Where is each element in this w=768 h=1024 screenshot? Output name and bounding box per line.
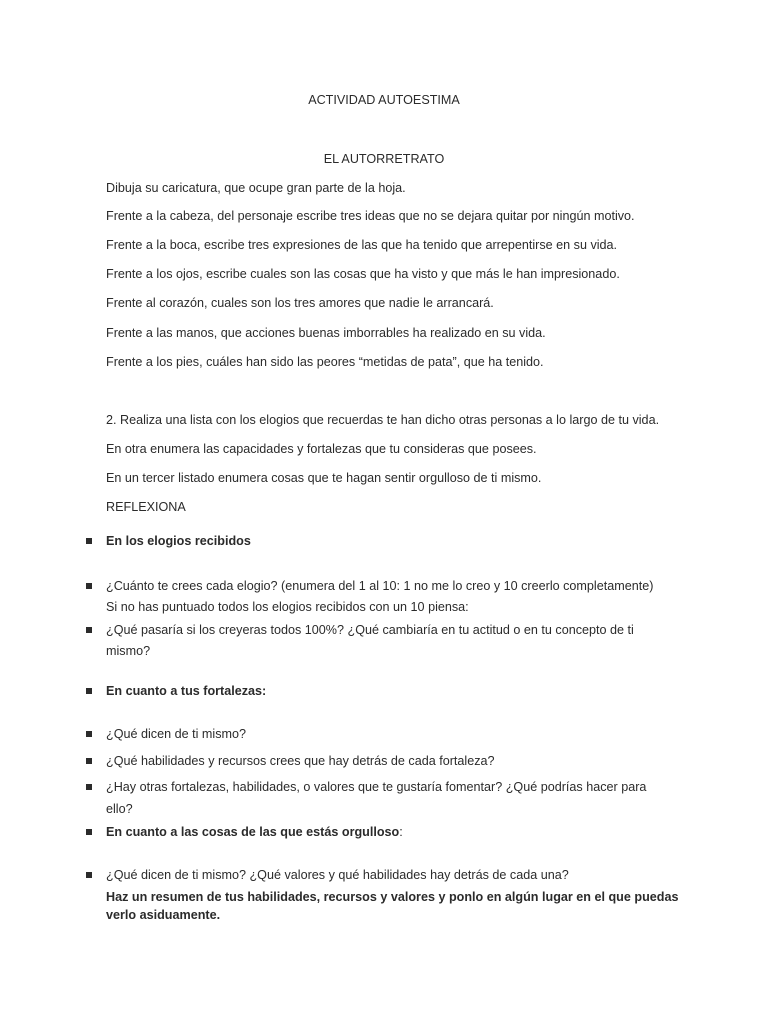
instruction-line: Frente a los pies, cuáles han sido las peores “metidas de pata”, que ha tenido.: [106, 355, 544, 369]
bullet-square-icon: [84, 867, 94, 883]
bullet-square-icon: [84, 824, 94, 840]
bullet-square-icon: [84, 622, 94, 638]
bullet-square-icon: [84, 533, 94, 549]
question-line: ¿Qué habilidades y recursos crees que hay detrás de cada fortaleza?: [106, 754, 495, 768]
question-line: ¿Qué dicen de ti mismo? ¿Qué valores y qué habilidades hay detrás de cada una?: [106, 868, 569, 882]
question-line: ¿Qué dicen de ti mismo?: [106, 727, 246, 741]
orgullo-heading-line: [106, 824, 403, 840]
question-line: ¿Cuánto te crees cada elogio? (enumera del 1 al 10: 1 no me lo creo y 10 creerlo completamente): [106, 579, 654, 593]
document-title: ACTIVIDAD AUTOESTIMA: [308, 93, 460, 107]
instruction-line: Frente al corazón, cuales son los tres amores que nadie le arrancará.: [106, 296, 494, 310]
instruction-line: Frente a los ojos, escribe cuales son las cosas que ha visto y que más le han impresionado.: [106, 267, 620, 281]
bullet-square-icon: [84, 753, 94, 769]
bullet-square-icon: [84, 779, 94, 795]
instruction-line: Frente a la cabeza, del personaje escribe tres ideas que no se dejara quitar por ningún motivo.: [106, 209, 635, 223]
paragraph-line: En otra enumera las capacidades y fortalezas que tu consideras que posees.: [106, 442, 537, 456]
bullet-square-icon: [84, 683, 94, 699]
instruction-line: Frente a la boca, escribe tres expresiones de las que ha tenido que arrepentirse en su vida.: [106, 238, 618, 252]
orgullo-heading: En cuanto a las cosas de las que estás orgulloso: [106, 825, 400, 839]
summary-line: Haz un resumen de tus habilidades, recursos y valores y ponlo en algún lugar en el que puedas: [106, 890, 679, 904]
elogios-heading: En los elogios recibidos: [106, 534, 251, 548]
question-line: ¿Hay otras fortalezas, habilidades, o valores que te gustaría fomentar? ¿Qué podrías hacer para: [106, 780, 647, 794]
bullet-square-icon: [84, 578, 94, 594]
question-line: ¿Qué pasaría si los creyeras todos 100%? ¿Qué cambiaría en tu actitud o en tu concepto de ti: [106, 623, 634, 637]
bullet-square-icon: [84, 726, 94, 742]
instruction-line: Dibuja su caricatura, que ocupe gran parte de la hoja.: [106, 181, 406, 195]
summary-line: verlo asiduamente.: [106, 908, 221, 922]
fortalezas-heading: En cuanto a tus fortalezas:: [106, 684, 267, 698]
question-line-continuation: ello?: [106, 802, 133, 816]
section-title: EL AUTORRETRATO: [323, 152, 445, 166]
question-line-continuation: mismo?: [106, 644, 151, 658]
instruction-line: Frente a las manos, que acciones buenas imborrables ha realizado en su vida.: [106, 326, 546, 340]
note-line: Si no has puntuado todos los elogios recibidos con un 10 piensa:: [106, 600, 469, 614]
paragraph-line: 2. Realiza una lista con los elogios que recuerdas te han dicho otras personas a lo largo de tu vida.: [106, 413, 660, 427]
reflexiona-heading: REFLEXIONA: [106, 500, 186, 514]
paragraph-line: En un tercer listado enumera cosas que te hagan sentir orgulloso de ti mismo.: [106, 471, 542, 485]
orgullo-heading-colon: :: [399, 825, 403, 839]
